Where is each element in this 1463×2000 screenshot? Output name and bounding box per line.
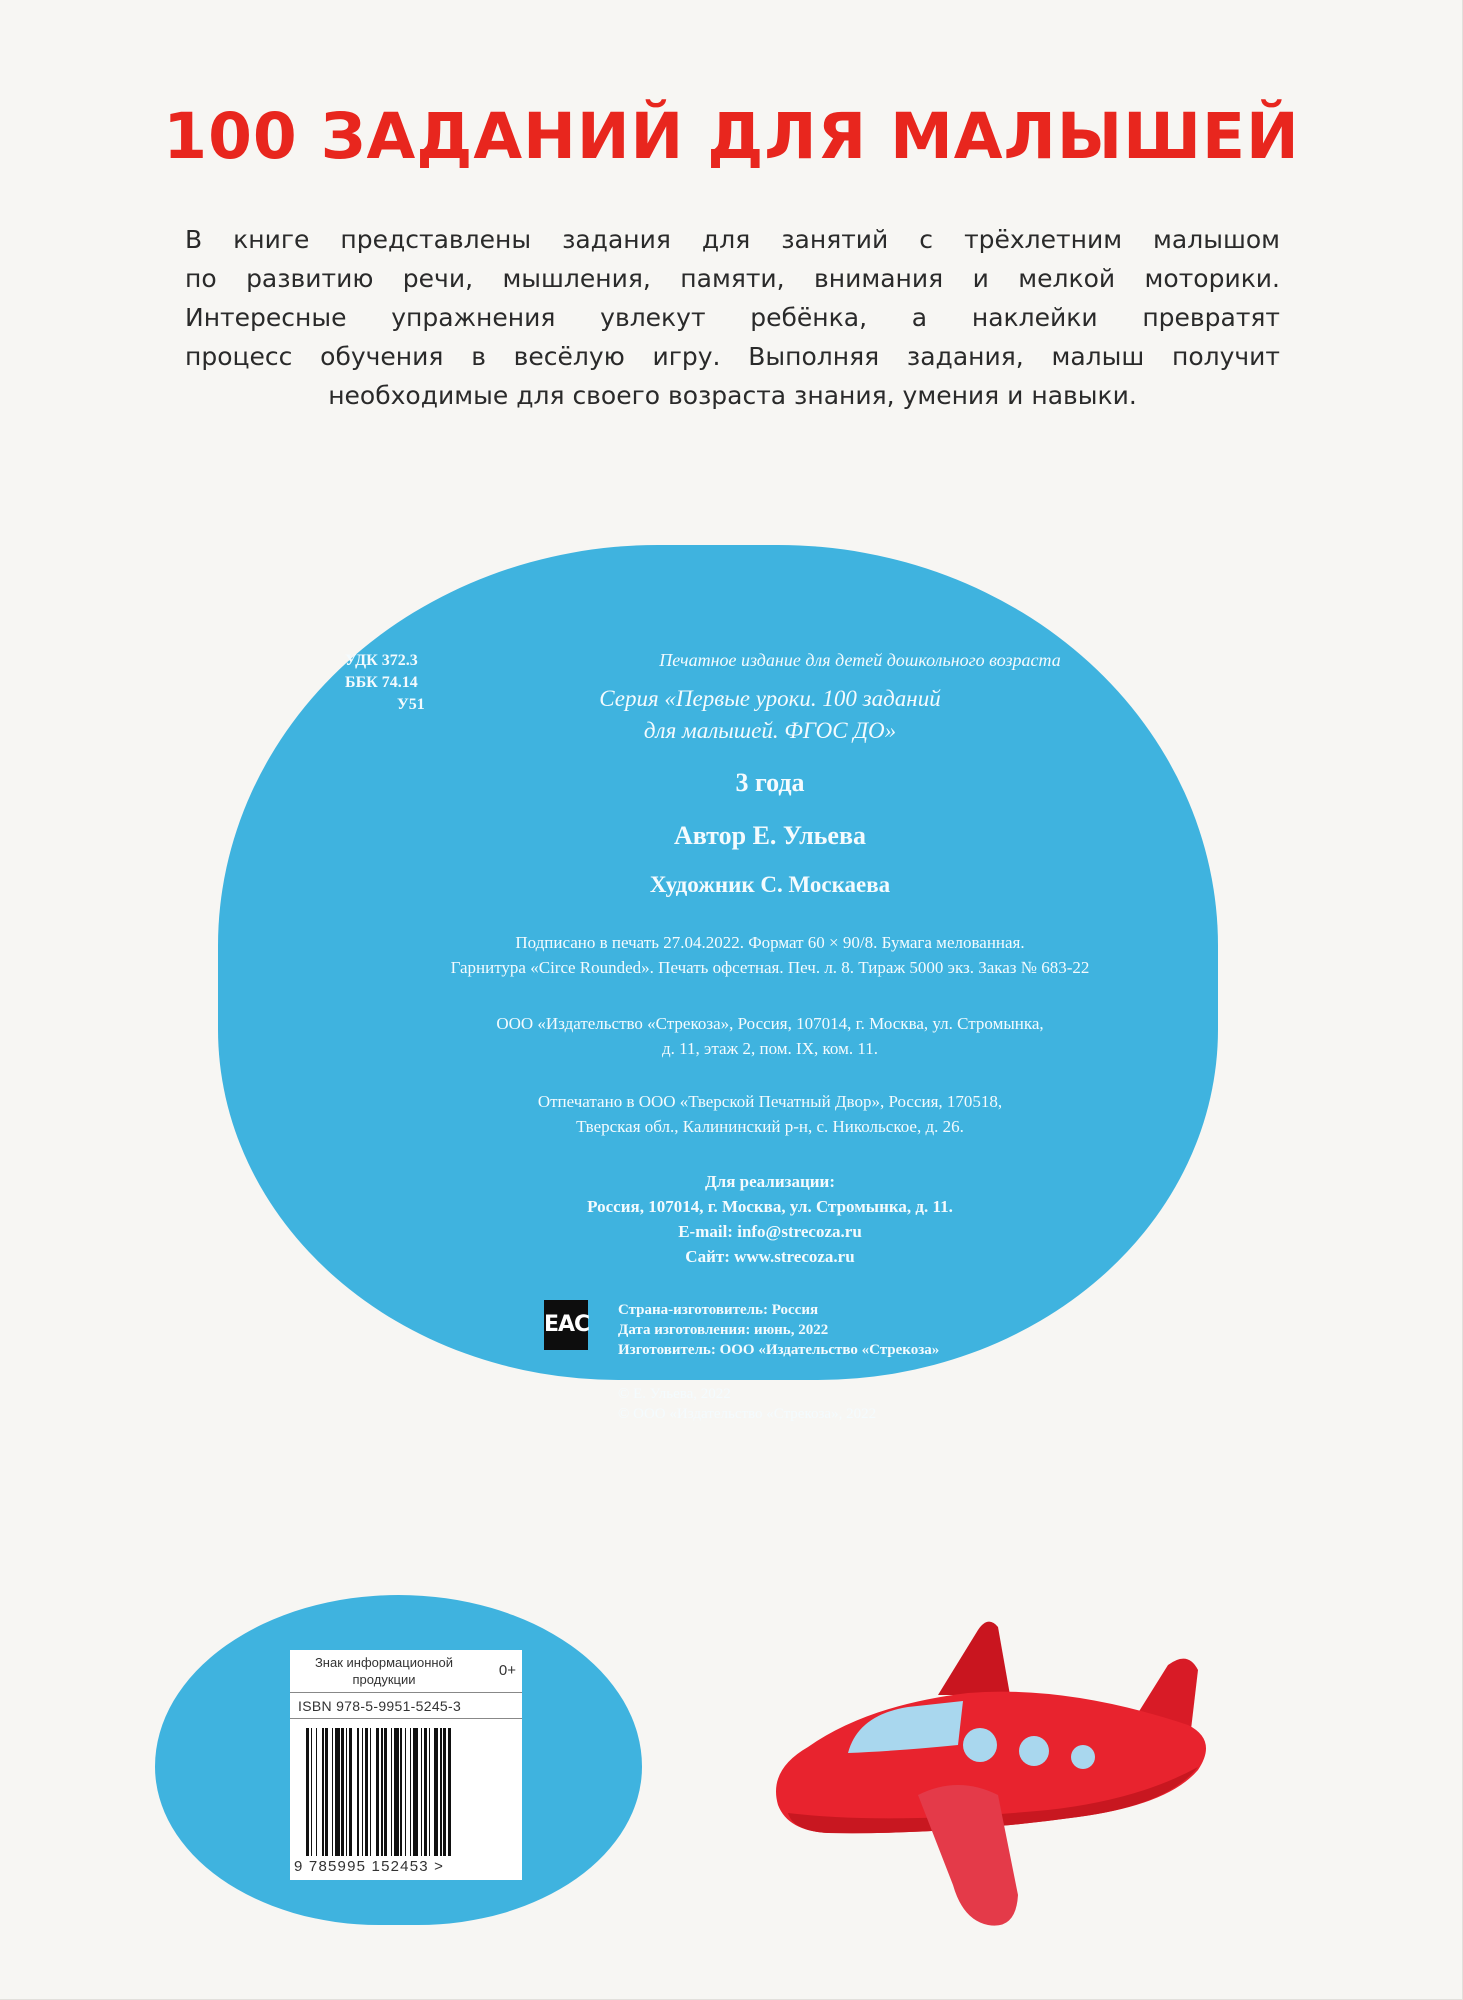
age-rating: 0+ xyxy=(498,1662,516,1679)
info-label xyxy=(294,1654,474,1688)
print-info-line-1: Подписано в печать 27.04.2022. Формат 60 × 90/8. Бумага мелованная. xyxy=(515,933,1025,952)
airplane-illustration xyxy=(748,1555,1228,1955)
description-line: процесс обучения в весёлую игру. Выполняя задания, малыш получит xyxy=(185,342,1280,371)
sale-address: Россия, 107014, г. Москва, ул. Стромынка, д. 11. xyxy=(587,1197,953,1216)
edition-type: Печатное издание для детей дошкольного возраста xyxy=(659,650,1061,670)
divider xyxy=(290,1692,522,1693)
isbn-number: ISBN 978-5-9951-5245-3 xyxy=(298,1698,462,1714)
series-line-2: для малышей. ФГОС ДО» xyxy=(643,718,897,743)
airplane-top-wing xyxy=(938,1622,1010,1695)
barcode-digits: 9 785995 152453 > xyxy=(294,1858,445,1875)
airplane-window xyxy=(1071,1745,1095,1769)
email: E-mail: info@strecoza.ru xyxy=(678,1222,862,1241)
sale-heading: Для реализации: xyxy=(704,1172,836,1191)
author-sign: У51 xyxy=(397,696,425,713)
barcode xyxy=(306,1728,506,1856)
book-title: 100 ЗАДАНИЙ ДЛЯ МАЛЫШЕЙ xyxy=(163,100,1300,173)
udk-code: УДК 372.3 xyxy=(345,652,418,669)
age-group: 3 года xyxy=(735,768,805,797)
divider xyxy=(290,1718,522,1719)
book-description xyxy=(185,220,1280,415)
description-line: по развитию речи, мышления, памяти, внимания и мелкой моторики. xyxy=(185,264,1280,293)
printer-line-2: Тверская обл., Калининский р-н, с. Никольское, д. 26. xyxy=(576,1117,964,1136)
eac-mark: EAC xyxy=(544,1300,588,1350)
description-line: необходимые для своего возраста знания, умения и навыки. xyxy=(328,381,1137,410)
copyright-author: © Е. Ульева, 2022 xyxy=(618,1386,731,1402)
description-line: Интересные упражнения увлекут ребёнка, а наклейки превратят xyxy=(185,303,1280,332)
info-label-line-2: продукции xyxy=(352,1672,416,1687)
airplane-cockpit xyxy=(848,1701,963,1753)
copyright-publisher: © ООО «Издательство «Стрекоза», 2022 xyxy=(618,1406,877,1422)
airplane-window xyxy=(963,1728,997,1762)
description-line: В книге представлены задания для занятий с трёхлетним малышом xyxy=(185,225,1280,254)
printer-line-1: Отпечатано в ООО «Тверской Печатный Двор», Россия, 170518, xyxy=(537,1092,1003,1111)
print-info-line-2: Гарнитура «Circe Rounded». Печать офсетная. Печ. л. 8. Тираж 5000 экз. Заказ № 683-22 xyxy=(450,958,1090,977)
barcode-bar xyxy=(451,1728,453,1856)
publisher-line-2: д. 11, этаж 2, пом. IX, ком. 11. xyxy=(662,1039,878,1058)
website: Сайт: www.strecoza.ru xyxy=(685,1247,855,1266)
series-line-1: Серия «Первые уроки. 100 заданий xyxy=(599,686,941,711)
publisher-line-1: ООО «Издательство «Стрекоза», Россия, 107014, г. Москва, ул. Стромынка, xyxy=(496,1014,1044,1033)
author: Автор Е. Ульева xyxy=(674,821,866,850)
country-of-origin: Страна-изготовитель: Россия xyxy=(618,1302,819,1318)
manufacturer: Изготовитель: ООО «Издательство «Стрекоза» xyxy=(618,1342,940,1358)
isbn-box xyxy=(290,1650,522,1880)
info-label-line-1: Знак информационной xyxy=(314,1655,454,1670)
bbk-code: ББК 74.14 xyxy=(345,674,418,691)
manufacture-date: Дата изготовления: июнь, 2022 xyxy=(618,1322,829,1338)
artist: Художник С. Москаева xyxy=(649,872,891,897)
airplane-window xyxy=(1019,1736,1049,1766)
